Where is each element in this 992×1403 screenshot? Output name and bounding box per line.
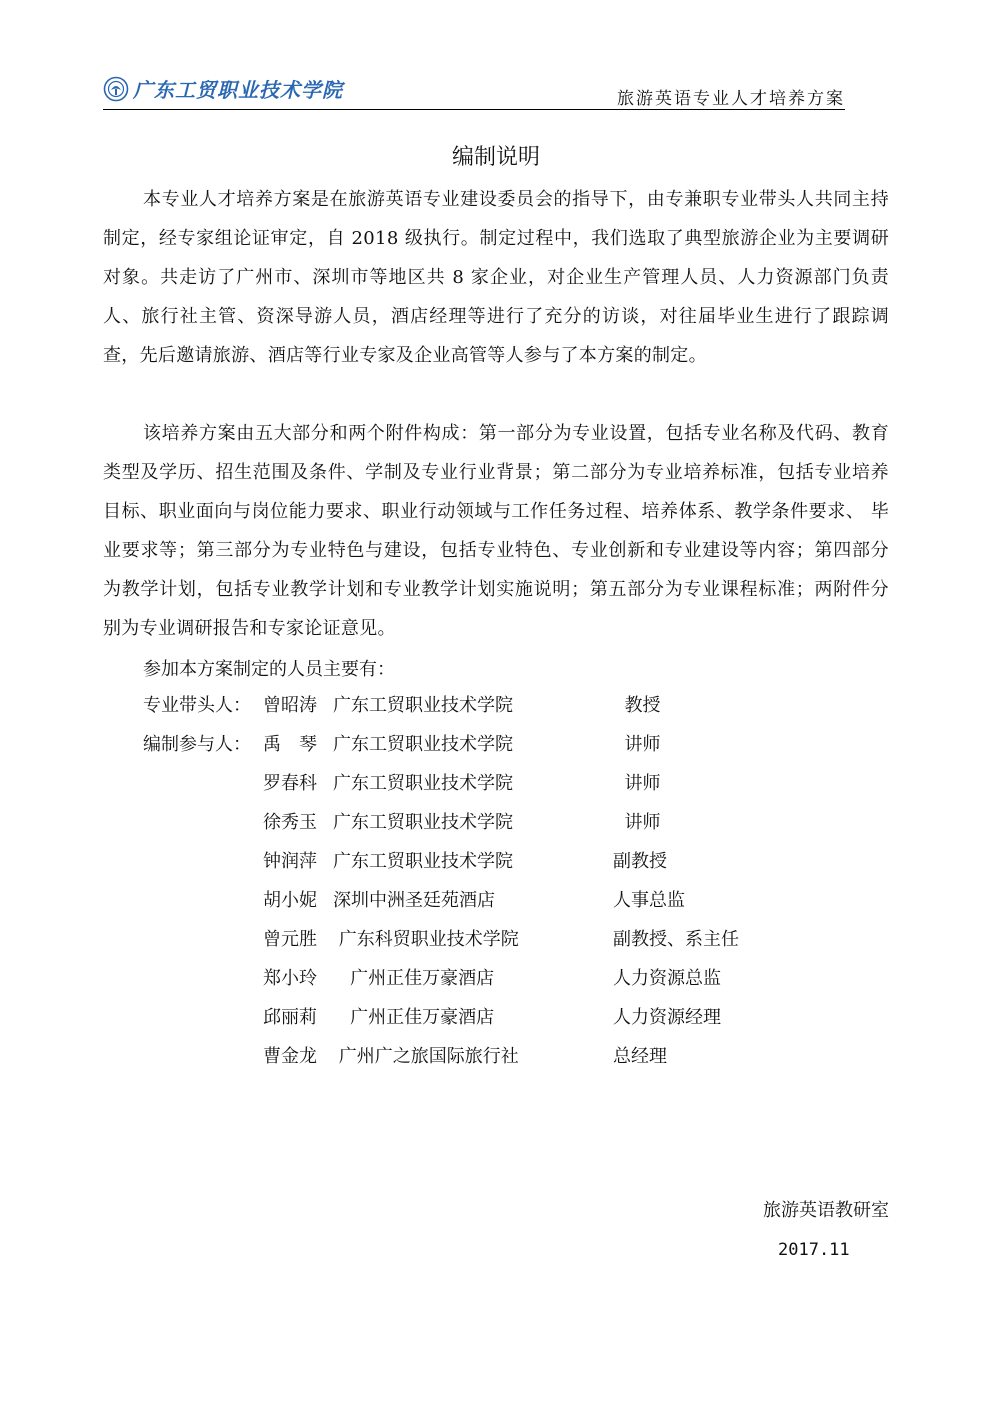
participant-org: 广东工贸职业技术学院 bbox=[333, 851, 513, 872]
participant-title: 讲师 bbox=[613, 773, 661, 794]
paragraph-1: 本专业人才培养方案是在旅游英语专业建设委员会的指导下，由专兼职专业带头人共同主持制定，经专家组论证审定，自 2018 级执行。制定过程中，我们选取了典型旅游企业为主要调研对象。共走访了广州市、深圳市等地区共 8 家企业，对企业生产管理人员、人力资源部门负责人、旅行社主管、资深导游人员，酒店经理等进行了充分的访谈，对往届毕业生进行了跟踪调查，先后邀请旅游、酒店等行业专家及企业高管等人参与了本方案的制定。 bbox=[103, 189, 889, 366]
participant-name: 郑小玲 bbox=[263, 968, 317, 989]
participant-title: 人事总监 bbox=[613, 890, 685, 911]
participant-name: 钟润萍 bbox=[263, 851, 317, 872]
participant-title: 教授 bbox=[613, 695, 661, 716]
participant-org: 广东工贸职业技术学院 bbox=[333, 695, 513, 716]
participant-name: 罗春科 bbox=[263, 773, 317, 794]
participant-role: 编制参与人： bbox=[143, 734, 251, 755]
participant-org: 广东工贸职业技术学院 bbox=[333, 773, 513, 794]
participant-org: 广州正佳万豪酒店 bbox=[333, 968, 495, 989]
participant-name: 徐秀玉 bbox=[263, 812, 317, 833]
participant-org: 广东工贸职业技术学院 bbox=[333, 812, 513, 833]
participant-title: 讲师 bbox=[613, 734, 661, 755]
participant-org: 广东科贸职业技术学院 bbox=[333, 929, 519, 950]
footer-date: 2017.11 bbox=[778, 1240, 850, 1260]
participant-org: 广州正佳万豪酒店 bbox=[333, 1007, 495, 1028]
participant-title: 副教授 bbox=[613, 851, 667, 872]
participant-name: 禹 琴 bbox=[263, 734, 317, 755]
page-header bbox=[103, 72, 845, 110]
header-document-title: 旅游英语专业人才培养方案 bbox=[617, 89, 845, 109]
footer-department: 旅游英语教研室 bbox=[763, 1200, 889, 1221]
participant-org: 深圳中洲圣廷苑酒店 bbox=[333, 890, 495, 911]
participant-title: 人力资源总监 bbox=[613, 968, 721, 989]
participant-org: 广东工贸职业技术学院 bbox=[333, 734, 513, 755]
participant-name: 曾昭涛 bbox=[263, 695, 317, 716]
section-title: 编制说明 bbox=[451, 145, 540, 170]
participants-intro: 参加本方案制定的人员主要有： bbox=[143, 659, 395, 680]
participant-name: 邱丽莉 bbox=[263, 1007, 317, 1028]
paragraph-2: 该培养方案由五大部分和两个附件构成：第一部分为专业设置，包括专业名称及代码、教育类型及学历、招生范围及条件、学制及专业行业背景；第二部分为专业培养标准，包括专业培养目标、职业面向与岗位能力要求、职业行动领域与工作任务过程、培养体系、教学条件要求、 毕业要求等；第三部分为专业特色与建设，包括专业特色、专业创新和专业建设等内容；第四部分为教学计划，包括专业教学计划和专业教学计划实施说明；第五部分为专业课程标准；两附件分别为专业调研报告和专家论证意见。 bbox=[103, 423, 889, 639]
college-logo bbox=[103, 74, 343, 103]
participant-org: 广州广之旅国际旅行社 bbox=[333, 1046, 519, 1067]
college-emblem-icon bbox=[103, 76, 129, 102]
participant-title: 人力资源经理 bbox=[613, 1007, 721, 1028]
participant-role: 专业带头人： bbox=[143, 695, 251, 716]
participant-title: 讲师 bbox=[613, 812, 661, 833]
participant-name: 曾元胜 bbox=[263, 929, 317, 950]
participant-name: 曹金龙 bbox=[263, 1046, 317, 1067]
college-logo-text: 广东工贸职业技术学院 bbox=[133, 78, 343, 102]
participant-title: 副教授、系主任 bbox=[613, 929, 739, 950]
header-divider bbox=[103, 109, 845, 110]
participant-name: 胡小妮 bbox=[263, 890, 317, 911]
participant-title: 总经理 bbox=[613, 1046, 667, 1067]
